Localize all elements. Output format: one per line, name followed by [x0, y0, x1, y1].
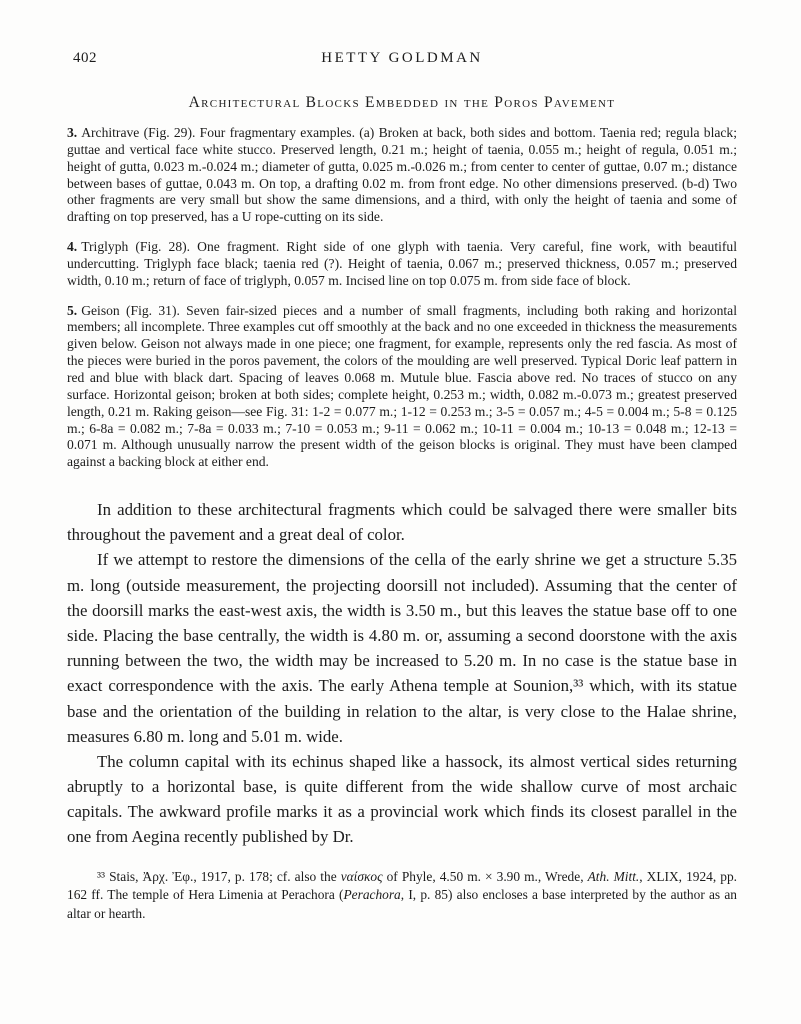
footnote-text: , I, p. 85) also encloses a base interpreted by the author as an altar or hearth.	[67, 887, 737, 922]
body-paragraph: The column capital with its echinus shaped like a hassock, its almost vertical sides returning abruptly to a horizontal base, is quite different from the wide shallow curve of most archaic capitals. The awkward profile marks it as a provincial work which finds its closest parallel in the one from Aegina recently published by Dr.	[67, 751, 737, 847]
footnote-text-italic: ναίσκος	[340, 868, 383, 884]
body-text	[67, 497, 737, 850]
entry-number: 3.	[67, 125, 78, 140]
footnote-text-italic: Perachora	[343, 887, 401, 903]
footnote-text: ³³ Stais, Ἀρχ. Ἐφ., 1917, p. 178; cf. also the	[97, 868, 341, 884]
entry-text: Triglyph (Fig. 28). One fragment. Right side of one glyph with taenia. Very careful, fine work, with beautiful undercutting. Triglyph face black; taenia red (?). Height of taenia, 0.067 m.; preserved thickness, 0.057 m.; preserved width, 0.10 m.; return of face of triglyph, 0.057 m. Incised line on top 0.075 m. from side face of block.	[67, 239, 737, 288]
section-title: Architectural Blocks Embedded in the Poros Pavement	[188, 94, 616, 111]
footnote-text: , XLIX, 1924, pp. 162 ff. The temple of Hera Limenia at Perachora (	[67, 868, 737, 903]
footnote-text-italic: Ath. Mitt.	[587, 868, 640, 884]
footnote-text: of Phyle, 4.50 m. × 3.90 m., Wrede,	[382, 868, 588, 884]
page-number: 402	[73, 50, 97, 66]
entry-text: Architrave (Fig. 29). Four fragmentary examples. (a) Broken at back, both sides and bottom. Taenia red; regula black; guttae and vertical face white stucco. Preserved length, 0.21 m.; height of taenia, 0.055 m.; height of regula, 0.051 m.; height of gutta, 0.023 m.-0.024 m.; diameter of gutta, 0.025 m.-0.026 m.; from center to center of guttae, 0.07 m.; distance between bases of guttae, 0.043 m. On top, a drafting 0.02 m. from front edge. No other dimensions preserved. (b-d) Two other fragments are very small but show the same dimensions, and a third, with only the height of taenia and some of drafting on top preserved, has a U rope-cutting on its side.	[67, 125, 737, 225]
body-paragraph: In addition to these architectural fragments which could be salvaged there were smaller bits throughout the pavement and a great deal of color.	[67, 500, 737, 545]
entry-text: Geison (Fig. 31). Seven fair-sized pieces and a number of small fragments, including both raking and horizontal members; all incomplete. Three examples cut off smoothly at the back and no one exceeded in thickness the measurements given below. Geison not always made in one piece; one fragment, for example, represents only the red fascia. As most of the pieces were buried in the poros pavement, the colors of the moulding are well preserved. Typical Doric leaf pattern in red and blue with black dart. Spacing of leaves 0.068 m. Mutule blue. Fascia above red. No traces of stucco on any surface. Horizontal geison; broken at both sides; complete height, 0.253 m.; width, 0.082 m.-0.073 m.; greatest preserved length, 0.21 m. Raking geison—see Fig. 31: 1-2 = 0.077 m.; 1-12 = 0.253 m.; 3-5 = 0.057 m.; 4-5 = 0.004 m.; 5-8 = 0.125 m.; 6-8a = 0.082 m.; 7-8a = 0.033 m.; 7-10 = 0.053 m.; 9-11 = 0.062 m.; 10-11 = 0.004 m.; 10-13 = 0.048 m.; 12-13 = 0.071 m. Although unusually narrow the present width of the geison blocks is original. They must have been clamped against a backing block at either end.	[67, 302, 737, 470]
page-header	[67, 50, 737, 70]
catalog-entry-3	[67, 125, 737, 226]
entry-number: 5.	[67, 302, 78, 318]
entry-number: 4.	[67, 239, 78, 255]
footnote-33	[67, 868, 737, 924]
running-head: HETTY GOLDMAN	[321, 50, 483, 66]
catalog-entry-4	[67, 239, 737, 290]
catalog-entry-5	[67, 303, 737, 471]
body-paragraph: If we attempt to restore the dimensions of the cella of the early shrine we get a structure 5.35 m. long (outside measurement, the projecting doorsill not included). Assuming that the center of the doorsill marks the east-west axis, the width is 3.50 m., but this leaves the statue base off to one side. Placing the base centrally, the width is 4.80 m. or, assuming a second doorstone with the axis running between the two, the width may be increased to 5.20 m. In no case is the statue base in exact correspondence with the axis. The early Athena temple at Sounion,³³ which, with its statue base and the orientation of the building in relation to the altar, is very close to the Halae shrine, measures 6.80 m. long and 5.01 m. wide.	[67, 550, 737, 746]
